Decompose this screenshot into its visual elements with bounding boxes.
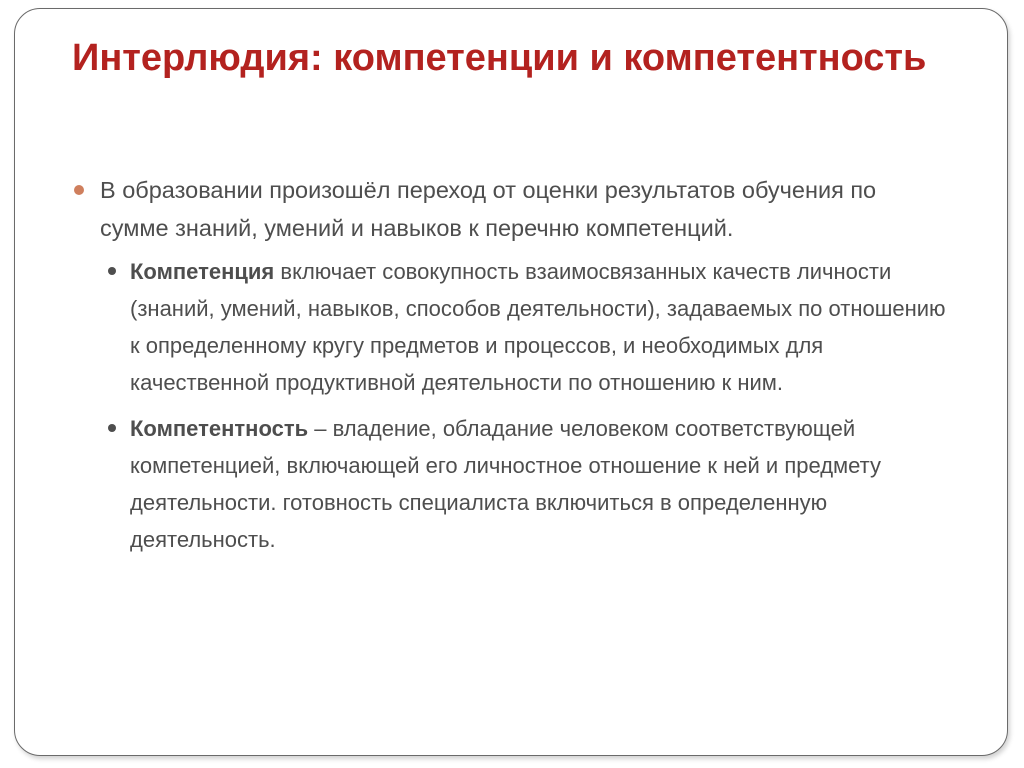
bullet-dot-icon (74, 185, 84, 195)
slide-title: Интерлюдия: компетенции и компетентность (72, 37, 927, 79)
slide-body (72, 172, 992, 567)
sub-bullet-dot-icon (108, 424, 116, 432)
bullet-item-level1 (72, 172, 950, 247)
sub-bullet-competence (104, 253, 950, 401)
term-competency: Компетентность (130, 416, 309, 441)
sub-bullet-competency (104, 410, 950, 558)
sub-bullet-dot-icon (108, 267, 116, 275)
definition-competence: включает совокупность взаимосвязанных качеств личности (знаний, умений, навыков, способов деятельности), задаваемых по отношению к определенному кругу предметов и процессов, и необходимых для качественной продуктивной деятельности по отношению к ним. (130, 259, 946, 395)
bullet-item-text: В образовании произошёл переход от оценки результатов обучения по сумме знаний, умений и навыков к перечню компетенций. (100, 177, 877, 241)
definition-competency: – владение, обладание человеком соответствующей компетенцией, включающей его личностное отношение к ней и предмету деятельности. готовность специалиста включиться в определенную деятельность. (130, 416, 882, 552)
term-competence: Компетенция (130, 259, 275, 284)
